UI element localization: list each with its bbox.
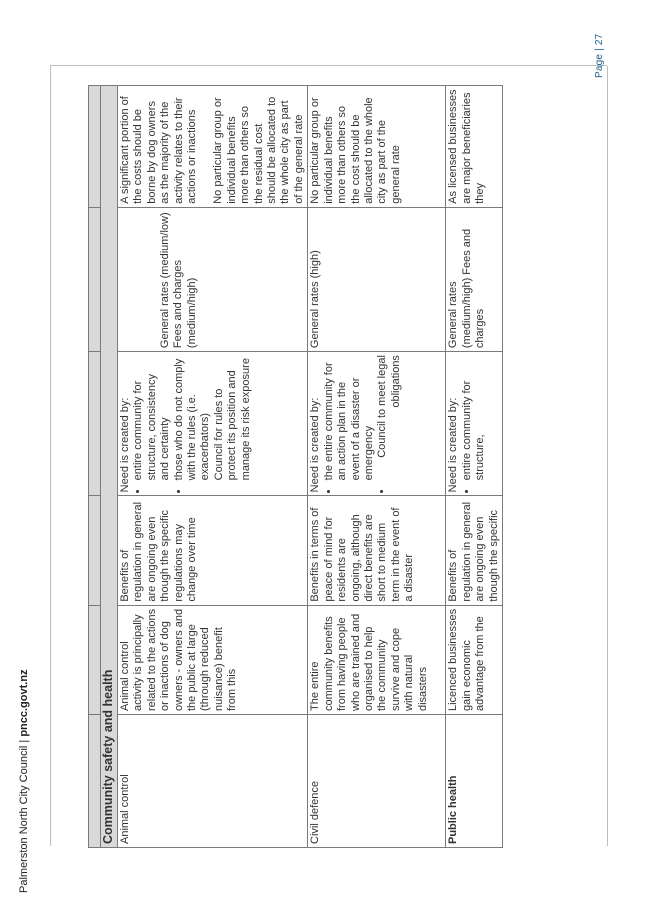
- need-bullet: • the entire community for an action plan in the event of a disaster or emergency: [323, 355, 377, 480]
- section-row: [101, 86, 118, 848]
- funding-table: [88, 85, 503, 848]
- table-row: [118, 86, 308, 848]
- left-margin-rule: [50, 66, 51, 846]
- need-bullet: • Council to meet legal obligations: [376, 355, 403, 480]
- rationale-cell: A significant portion of the costs should be borne by dog owners as the majority of the activity relates to their actions or inactions No particular group or individual benefits more than others so the residual cost should be allocated to the whole city as part of the general rate: [118, 86, 308, 208]
- benefit-cell: Animal control activity is principally related to the actions or inactions of dog owners - owners and the public at large (through reduced nuisance) benefit from this: [118, 605, 308, 714]
- need-cell: Need is created by: • entire community for structure,: [446, 352, 503, 496]
- need-bullet: • entire community for structure,: [461, 355, 488, 480]
- rationale-cell: No particular group or individual benefits more than others so the cost should be allocated to the whole city as part of the general rate: [308, 86, 446, 208]
- table-header-row: [89, 86, 101, 848]
- need-bullet: • those who do not comply with the rules (i.e. exacerbators): [173, 355, 213, 480]
- funding-cell: General rates (medium/low) Fees and charges (medium/high): [118, 207, 308, 351]
- top-rule: [50, 65, 607, 66]
- footer-separator: |: [18, 739, 30, 743]
- benefit-cell: Licenced businesses gain economic advantage from the: [446, 605, 503, 714]
- activity-name: Public health: [446, 715, 503, 848]
- need-cell: Need is created by: • entire community for structure, consistency and certainty • those who do not comply with the rules (i.e. exacerbators) Council for rules to protect its position and manage its risk exposure: [118, 352, 308, 496]
- page-footer: [18, 293, 30, 893]
- funding-cell: General rates (high): [308, 207, 446, 351]
- funding-cell: General rates (medium/high) Fees and charges: [446, 207, 503, 351]
- table-row: [446, 86, 503, 848]
- activity-name: Civil defence: [308, 715, 446, 848]
- page-number: Page | 27: [594, 33, 605, 78]
- timing-cell: Benefits of regulation in general are ongoing even though the specific: [446, 496, 503, 605]
- timing-cell: Benefits of regulation in general are ongoing even though the specific regulations may change over time: [118, 496, 308, 605]
- benefit-cell: The entire community benefits from having people who are trained and organised to help the community survive and cope with natural disasters: [308, 605, 446, 714]
- table-row: [308, 86, 446, 848]
- timing-cell: Benefits in terms of peace of mind for residents are ongoing, although direct benefits are short to medium term in the event of a disaster: [308, 496, 446, 605]
- footer-url: pncc.govt.nz: [18, 669, 30, 737]
- rotated-table-page: [88, 85, 608, 848]
- need-bullet: • entire community for structure, consistency and certainty: [132, 355, 172, 480]
- activity-name: Animal control: [118, 715, 308, 848]
- rationale-cell: As licensed businesses are major beneficiaries they: [446, 86, 503, 208]
- need-cell: Need is created by: • the entire community for an action plan in the event of a disaster or emergency • Council to meet legal obligations: [308, 352, 446, 496]
- section-title: Community safety and health: [101, 86, 118, 848]
- footer-org: Palmerston North City Council: [18, 745, 30, 893]
